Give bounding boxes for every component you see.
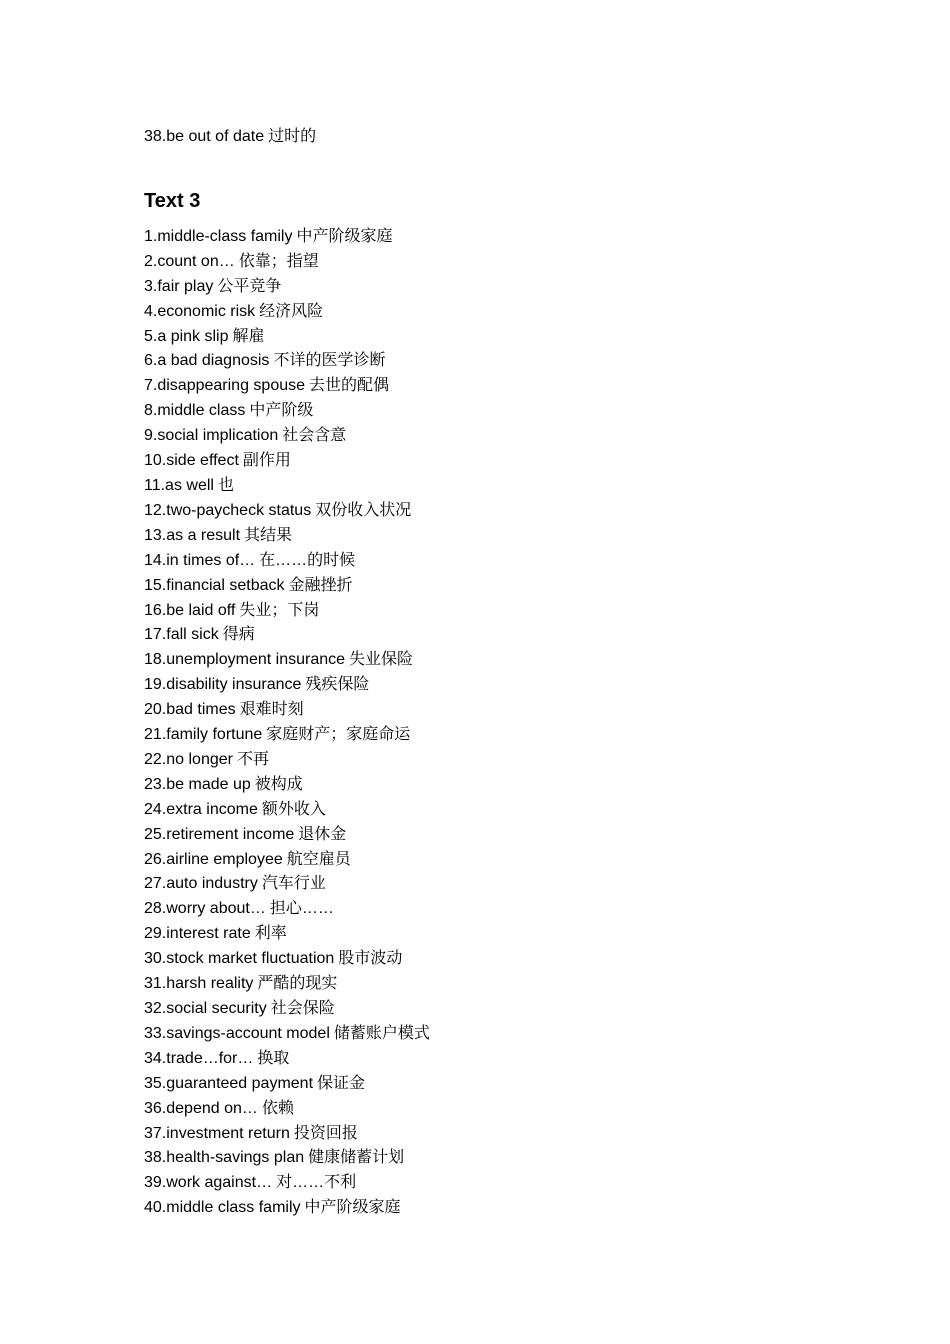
vocab-meaning: 担心…… — [269, 900, 334, 918]
vocab-entry — [144, 1122, 844, 1147]
vocab-meaning: 经济风险 — [259, 302, 324, 320]
vocab-entry — [144, 1022, 844, 1047]
vocab-entry — [144, 549, 844, 574]
vocab-term: 11.as well — [144, 476, 214, 494]
vocab-entry — [144, 922, 844, 947]
vocab-entry — [144, 374, 844, 399]
vocab-meaning: 中产阶级家庭 — [296, 227, 393, 245]
vocab-term: 19.disability insurance — [144, 676, 302, 694]
section-heading: Text 3 — [144, 189, 201, 212]
vocab-term: 38.health-savings plan — [144, 1149, 305, 1167]
vocab-meaning: 双份收入状况 — [315, 501, 412, 519]
vocab-meaning: 公平竞争 — [217, 277, 282, 295]
vocab-meaning: 保证金 — [317, 1074, 366, 1092]
vocab-term: 33.savings-account model — [144, 1024, 330, 1042]
vocab-term: 6.a bad diagnosis — [144, 352, 270, 370]
vocab-term: 8.middle class — [144, 402, 246, 420]
document-content — [144, 125, 844, 1221]
vocab-meaning: 利率 — [254, 925, 287, 943]
vocab-term: 23.be made up — [144, 775, 251, 793]
vocab-meaning: 社会保险 — [270, 1000, 335, 1017]
vocab-term: 30.stock market fluctuation — [144, 950, 335, 968]
vocab-entry — [144, 648, 844, 673]
vocab-term: 5.a pink slip — [144, 327, 229, 345]
vocab-term: 34.trade…for… — [144, 1049, 254, 1067]
vocab-term: 37.investment return — [144, 1124, 290, 1142]
vocab-entry — [144, 325, 844, 350]
vocab-entry — [144, 1097, 844, 1122]
vocab-entry — [144, 1196, 844, 1221]
vocab-entry — [144, 773, 844, 798]
vocab-meaning: 艰难时刻 — [239, 701, 304, 719]
vocab-entry — [144, 698, 844, 723]
vocab-meaning: 其结果 — [244, 526, 293, 544]
vocab-term: 22.no longer — [144, 750, 233, 768]
vocab-entry — [144, 449, 844, 474]
vocab-meaning: 健康储蓄计划 — [308, 1149, 405, 1167]
vocab-meaning: 金融挫折 — [288, 576, 353, 594]
vocab-term: 31.harsh reality — [144, 975, 254, 993]
vocab-meaning: 中产阶级 — [249, 402, 314, 420]
vocab-meaning: 航空雇员 — [286, 850, 351, 868]
vocab-entry — [144, 499, 844, 524]
vocab-term: 35.guaranteed payment — [144, 1074, 314, 1092]
vocab-meaning: 投资回报 — [293, 1124, 358, 1142]
vocab-term: 2.count on… — [144, 252, 235, 270]
vocab-entry — [144, 897, 844, 922]
vocab-term: 17.fall sick — [144, 626, 219, 644]
vocab-term: 3.fair play — [144, 277, 214, 295]
vocab-entry — [144, 1072, 844, 1097]
vocab-entry — [144, 524, 844, 549]
vocab-term: 7.disappearing spouse — [144, 377, 306, 395]
vocab-term: 9.social implication — [144, 427, 279, 445]
vocab-term: 24.extra income — [144, 800, 258, 818]
vocab-meaning: 解雇 — [232, 327, 265, 345]
vocab-entry — [144, 1146, 844, 1171]
vocab-entry — [144, 424, 844, 449]
vocab-entry — [144, 673, 844, 698]
vocab-list — [144, 225, 844, 1221]
vocab-term: 14.in times of… — [144, 551, 256, 569]
vocab-entry — [144, 599, 844, 624]
vocab-meaning: 中产阶级家庭 — [304, 1199, 401, 1217]
vocab-meaning: 过时的 — [268, 128, 317, 145]
vocab-entry — [144, 349, 844, 374]
vocab-meaning: 家庭财产；家庭命运 — [266, 726, 411, 744]
vocab-entry — [144, 997, 844, 1022]
vocab-entry — [144, 399, 844, 424]
vocab-meaning: 股市波动 — [338, 950, 403, 968]
vocab-meaning: 残疾保险 — [305, 676, 370, 694]
vocab-entry — [144, 798, 844, 823]
vocab-entry — [144, 474, 844, 499]
vocab-meaning: 被构成 — [254, 775, 303, 793]
vocab-term: 12.two-paycheck status — [144, 501, 312, 519]
vocab-entry — [144, 1171, 844, 1196]
vocab-entry — [144, 623, 844, 648]
vocab-meaning: 换取 — [257, 1049, 290, 1067]
vocab-term: 26.airline employee — [144, 850, 283, 868]
vocab-entry — [144, 300, 844, 325]
vocab-term: 13.as a result — [144, 526, 241, 544]
vocab-entry-top — [144, 125, 844, 150]
vocab-term: 18.unemployment insurance — [144, 651, 346, 669]
vocab-meaning: 得病 — [222, 626, 255, 644]
vocab-term: 39.work against… — [144, 1174, 273, 1192]
vocab-term: 16.be laid off — [144, 601, 236, 619]
vocab-entry — [144, 723, 844, 748]
vocab-meaning: 去世的配偶 — [309, 377, 390, 395]
vocab-entry — [144, 748, 844, 773]
vocab-meaning: 不再 — [236, 750, 269, 768]
vocab-entry — [144, 225, 844, 250]
vocab-term: 25.retirement income — [144, 825, 295, 843]
vocab-meaning: 在……的时候 — [259, 551, 356, 569]
vocab-entry — [144, 972, 844, 997]
vocab-meaning: 对……不利 — [276, 1174, 357, 1192]
vocab-meaning: 依赖 — [261, 1099, 294, 1117]
vocab-meaning: 失业保险 — [349, 651, 414, 669]
vocab-entry — [144, 250, 844, 275]
vocab-term: 10.side effect — [144, 452, 239, 470]
vocab-meaning: 严酷的现实 — [257, 975, 338, 993]
vocab-entry — [144, 947, 844, 972]
vocab-meaning: 储蓄账户模式 — [333, 1024, 430, 1042]
vocab-meaning: 副作用 — [242, 452, 291, 470]
vocab-meaning: 失业；下岗 — [239, 601, 320, 619]
vocab-term: 15.financial setback — [144, 576, 285, 594]
vocab-term: 29.interest rate — [144, 925, 251, 943]
vocab-term: 28.worry about… — [144, 900, 266, 918]
vocab-meaning: 汽车行业 — [261, 875, 326, 893]
vocab-meaning: 额外收入 — [261, 800, 326, 818]
vocab-entry — [144, 275, 844, 300]
vocab-meaning: 也 — [217, 476, 234, 494]
vocab-entry — [144, 872, 844, 897]
vocab-term: 1.middle-class family — [144, 227, 293, 245]
vocab-term: 27.auto industry — [144, 875, 258, 893]
vocab-meaning: 不详的医学诊断 — [273, 352, 386, 370]
vocab-entry — [144, 574, 844, 599]
vocab-entry — [144, 1047, 844, 1072]
vocab-term: 32.social security — [144, 1000, 267, 1017]
vocab-entry — [144, 823, 844, 848]
vocab-term: 4.economic risk — [144, 302, 256, 320]
vocab-meaning: 依靠；指望 — [238, 252, 319, 270]
vocab-term: 36.depend on… — [144, 1099, 258, 1117]
vocab-term: 21.family fortune — [144, 726, 263, 744]
vocab-term: 38.be out of date — [144, 128, 265, 145]
vocab-entry — [144, 848, 844, 873]
vocab-meaning: 退休金 — [298, 825, 347, 843]
vocab-meaning: 社会含意 — [282, 427, 347, 445]
vocab-term: 20.bad times — [144, 701, 236, 719]
vocab-term: 40.middle class family — [144, 1199, 301, 1217]
